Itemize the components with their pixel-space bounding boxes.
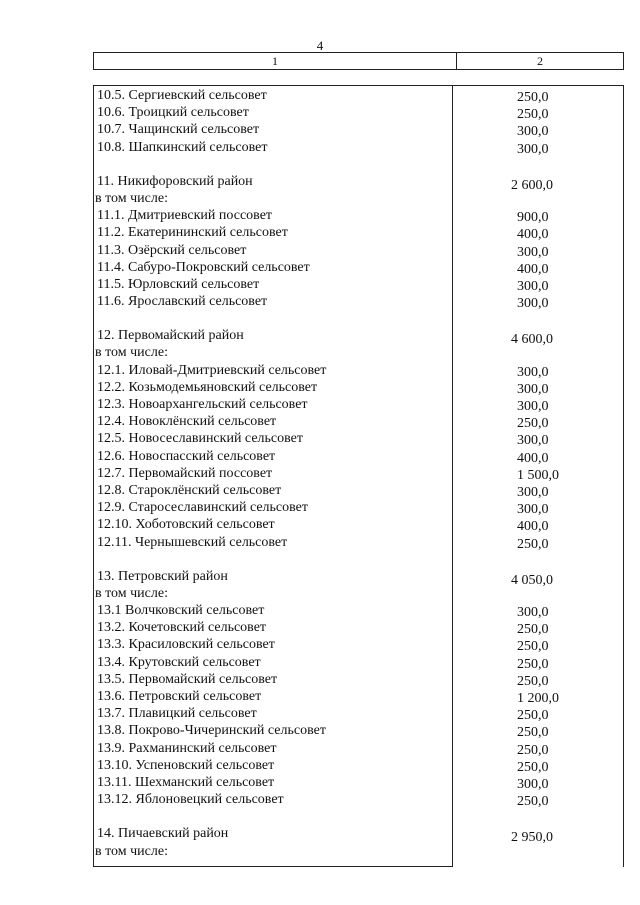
row-value: 300,0 bbox=[517, 141, 549, 157]
row-value: 2 950,0 bbox=[511, 830, 553, 846]
row-name: 12.7. Первомайский поссовет bbox=[97, 465, 273, 481]
district-total-row bbox=[97, 173, 617, 193]
row-name: 12.5. Новосеславинский сельсовет bbox=[97, 431, 303, 447]
table-row bbox=[97, 379, 617, 396]
row-name: 12.3. Новоархангельский сельсовет bbox=[97, 397, 308, 412]
table-row bbox=[97, 602, 617, 619]
row-value: 300,0 bbox=[517, 484, 549, 500]
row-value: 250,0 bbox=[517, 622, 549, 638]
row-value: 300,0 bbox=[517, 278, 549, 294]
table-header bbox=[93, 52, 624, 70]
row-value: 250,0 bbox=[517, 536, 549, 552]
row-value: 300,0 bbox=[517, 124, 549, 140]
row-name: 13.7. Плавицкий сельсовет bbox=[97, 706, 257, 722]
table-row bbox=[97, 705, 617, 722]
header-col-1: 1 bbox=[94, 53, 457, 69]
row-value: 300,0 bbox=[517, 364, 549, 380]
row-name: 12.6. Новоспасский сельсовет bbox=[97, 448, 276, 464]
row-value: 250,0 bbox=[517, 416, 549, 432]
row-name: 12.1. Иловай-Дмитриевский сельсовет bbox=[97, 362, 327, 378]
row-value: 300,0 bbox=[517, 296, 549, 312]
row-value: 250,0 bbox=[517, 639, 549, 655]
table-row bbox=[97, 207, 617, 224]
table-row bbox=[97, 121, 617, 138]
header-col-2: 2 bbox=[537, 54, 543, 68]
table-row bbox=[97, 516, 617, 533]
table-row bbox=[97, 740, 617, 757]
table-row bbox=[97, 465, 617, 482]
table-row bbox=[97, 430, 617, 447]
table-row bbox=[97, 293, 617, 310]
table-row bbox=[97, 791, 617, 808]
table-row bbox=[97, 671, 617, 688]
row-name: 11.6. Ярославский сельсовет bbox=[97, 294, 268, 310]
row-value: 300,0 bbox=[517, 244, 549, 260]
row-name: 12.11. Чернышевский сельсовет bbox=[97, 534, 288, 550]
table-row bbox=[97, 551, 617, 568]
table-row bbox=[97, 636, 617, 653]
row-value: 250,0 bbox=[517, 107, 549, 123]
subheading-row bbox=[97, 585, 617, 602]
row-name: 11.1. Дмитриевский поссовет bbox=[97, 208, 273, 224]
row-value: 300,0 bbox=[517, 399, 549, 414]
subheading-row bbox=[97, 344, 617, 361]
row-value: 900,0 bbox=[517, 210, 549, 226]
table-row bbox=[97, 619, 617, 636]
district-total-row bbox=[97, 327, 617, 348]
subheading-row bbox=[97, 843, 617, 860]
table-row bbox=[97, 688, 617, 705]
row-value: 2 600,0 bbox=[511, 177, 553, 193]
row-name: 13.9. Рахманинский сельсовет bbox=[97, 740, 277, 756]
row-value: 250,0 bbox=[517, 708, 549, 724]
row-value: 400,0 bbox=[517, 450, 549, 466]
table-row bbox=[97, 654, 617, 671]
row-name: 13.5. Первомайский сельсовет bbox=[97, 671, 278, 687]
row-name: 13. Петровский район bbox=[97, 568, 228, 584]
row-value: 250,0 bbox=[517, 742, 549, 758]
row-name: 11. Никифоровский район bbox=[97, 173, 253, 189]
table-row bbox=[97, 224, 617, 241]
row-name: 13.11. Шехманский сельсовет bbox=[97, 774, 275, 790]
row-value: 300,0 bbox=[517, 381, 549, 397]
row-name: 12.10. Хоботовский сельсовет bbox=[97, 517, 275, 533]
row-value: 300,0 bbox=[517, 776, 549, 792]
row-name: 13.12. Яблоновецкий сельсовет bbox=[97, 792, 284, 808]
row-name: в том числе: bbox=[95, 345, 168, 361]
row-value: 1 500,0 bbox=[517, 467, 559, 483]
row-value: 1 200,0 bbox=[517, 691, 559, 706]
row-value: 250,0 bbox=[517, 725, 549, 741]
row-value: 300,0 bbox=[517, 502, 549, 518]
row-name: 11.2. Екатерининский сельсовет bbox=[97, 225, 288, 241]
subheading-row bbox=[97, 190, 617, 207]
table-row bbox=[97, 156, 617, 173]
table-row bbox=[97, 310, 617, 327]
row-value: 400,0 bbox=[517, 261, 549, 277]
row-value: 250,0 bbox=[517, 656, 549, 672]
table-row bbox=[97, 139, 617, 156]
row-value: 250,0 bbox=[517, 673, 549, 689]
row-name: 14. Пичаевский район bbox=[97, 826, 229, 842]
row-value: 250,0 bbox=[517, 90, 549, 105]
row-name: 13.10. Успеновский сельсовет bbox=[97, 757, 275, 773]
row-name: 13.1 Волчковский сельсовет bbox=[97, 603, 265, 619]
row-name: 13.4. Крутовский сельсовет bbox=[97, 654, 261, 670]
row-name: 10.5. Сергиевский сельсовет bbox=[97, 88, 267, 103]
row-name: 10.7. Чащинский сельсовет bbox=[97, 122, 260, 138]
row-name: 12.8. Староклёнский сельсовет bbox=[97, 482, 282, 498]
row-name: в том числе: bbox=[95, 585, 168, 601]
table-row bbox=[97, 482, 617, 499]
table-row bbox=[97, 808, 617, 825]
row-value: 300,0 bbox=[517, 433, 549, 449]
table-row bbox=[97, 534, 617, 551]
row-name: 12.9. Старосеславинский сельсовет bbox=[97, 500, 309, 516]
row-value: 4 600,0 bbox=[511, 332, 553, 348]
row-value: 250,0 bbox=[517, 794, 549, 810]
table-row bbox=[97, 396, 617, 413]
row-name: 11.5. Юрловский сельсовет bbox=[97, 276, 260, 292]
table-row bbox=[97, 774, 617, 791]
row-name: 13.8. Покрово-Чичеринский сельсовет bbox=[97, 723, 326, 739]
row-name: 12. Первомайский район bbox=[97, 328, 244, 344]
table-row bbox=[97, 242, 617, 259]
row-value: 400,0 bbox=[517, 227, 549, 243]
row-name: в том числе: bbox=[95, 190, 168, 206]
row-name: 11.3. Озёрский сельсовет bbox=[97, 242, 247, 258]
row-value: 400,0 bbox=[517, 519, 549, 535]
table-bottom-line bbox=[93, 866, 453, 867]
table-row bbox=[97, 757, 617, 774]
table-row bbox=[97, 413, 617, 430]
page-number: 4 bbox=[316, 38, 324, 53]
table-row bbox=[97, 362, 617, 379]
table-rows bbox=[97, 87, 617, 860]
table-row bbox=[97, 499, 617, 516]
row-value: 250,0 bbox=[517, 759, 549, 775]
row-name: 10.6. Троицкий сельсовет bbox=[97, 105, 249, 121]
table-row bbox=[97, 722, 617, 739]
table-row bbox=[97, 87, 617, 104]
row-value: 300,0 bbox=[517, 605, 549, 621]
row-name: 13.3. Красиловский сельсовет bbox=[97, 637, 275, 653]
row-name: 12.2. Козьмодемьяновский сельсовет bbox=[97, 379, 318, 395]
district-total-row bbox=[97, 825, 617, 846]
table-row bbox=[97, 448, 617, 465]
row-name: в том числе: bbox=[95, 843, 168, 859]
row-value: 4 050,0 bbox=[511, 572, 553, 588]
row-name: 13.2. Кочетовский сельсовет bbox=[97, 620, 267, 636]
table-row bbox=[97, 259, 617, 276]
row-name: 13.6. Петровский сельсовет bbox=[97, 689, 262, 704]
district-total-row bbox=[97, 568, 617, 588]
table-row bbox=[97, 276, 617, 293]
row-name: 11.4. Сабуро-Покровский сельсовет bbox=[97, 259, 310, 275]
table-row bbox=[97, 104, 617, 121]
row-name: 12.4. Новоклёнский сельсовет bbox=[97, 414, 277, 430]
row-name: 10.8. Шапкинский сельсовет bbox=[97, 139, 268, 155]
